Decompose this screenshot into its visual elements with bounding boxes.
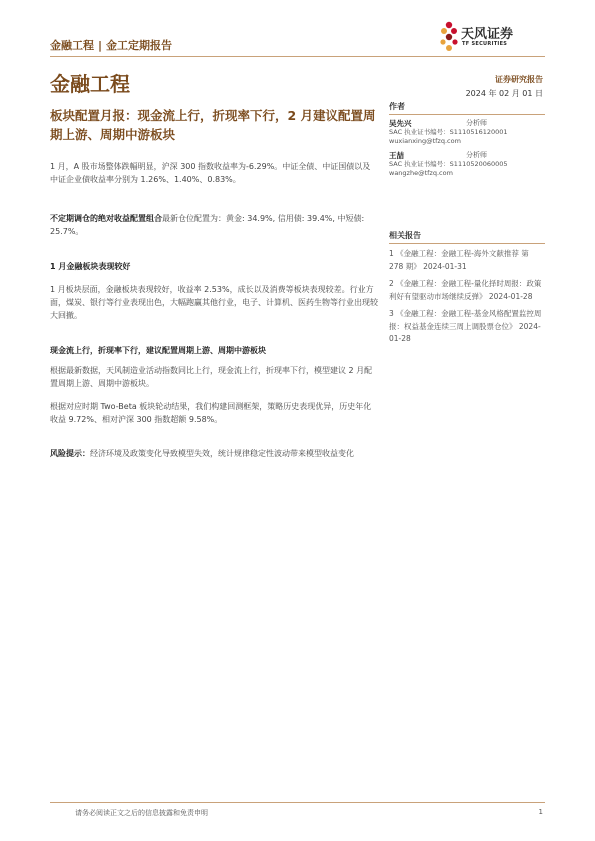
section-allocation-paragraph-1: 根据最新数据，天风制造业活动指数同比上行，现金流上行，折现率下行，模型建议 2 月配置周期上游、周期中游板块。 — [50, 366, 373, 388]
author-cert: SAC 执业证书编号：S1110516120001 — [389, 128, 508, 136]
logo-mark — [440, 22, 457, 51]
risk-text: 经济环境及政策变化导致模型失效，统计规律稳定性波动带来模型收益变化 — [90, 449, 354, 458]
author-name: 王喆 — [389, 151, 404, 160]
related-report-link[interactable]: 2 《金融工程：金融工程-量化择时周报：政策利好有望驱动市场继续反弹》 2024-01-28 — [389, 279, 542, 301]
authors-heading: 作者 — [389, 102, 405, 111]
section-heading-allocation: 现金流上行，折现率下行，建议配置周期上游、周期中游板块 — [50, 346, 266, 355]
section-heading-sector: 1 月金融板块表现较好 — [50, 262, 131, 271]
author-cert: SAC 执业证书编号：S1110520060005 — [389, 160, 508, 168]
allocation-paragraph — [50, 212, 378, 238]
sidebar — [389, 100, 545, 351]
related-reports-divider — [389, 243, 545, 244]
author-name: 吴先兴 — [389, 119, 412, 128]
intro-paragraph: 1 月，A 股市场整体跌幅明显，沪深 300 指数收益率为-6.29%。中证全债、中证国债以及中证企业债收益率分别为 1.26%、1.40%、0.83%。 — [50, 162, 371, 184]
report-date: 2024 年 02 月 01 日 — [465, 89, 543, 98]
author-email[interactable]: wangzhe@tfzq.com — [389, 169, 453, 177]
related-report-item[interactable] — [389, 308, 545, 346]
related-report-item[interactable] — [389, 248, 545, 273]
footer-divider — [50, 802, 545, 803]
author-card — [389, 119, 545, 151]
risk-paragraph — [50, 447, 378, 460]
related-report-link[interactable]: 3 《金融工程：金融工程-基金风格配置监控周报：权益基金连续三周上调股票仓位》 2024-01-28 — [389, 309, 542, 343]
page-title: 金融工程 — [50, 72, 130, 96]
header-divider — [50, 56, 545, 57]
report-headline: 板块配置月报：现金流上行，折现率下行，2 月建议配置周期上游、周期中游板块 — [50, 108, 376, 142]
author-role: 分析师 — [466, 119, 487, 127]
author-card — [389, 151, 545, 183]
related-report-link[interactable]: 1 《金融工程：金融工程-海外文献推荐 第 278 期》 2024-01-31 — [389, 249, 529, 271]
footer-disclaimer: 请务必阅读正文之后的信息披露和免责申明 — [75, 809, 208, 817]
section-allocation-paragraph-2: 根据对应时期 Two-Beta 板块轮动结果，我们构建回测框架，策略历史表现优异，历史年化收益 9.72%、相对沪深 300 指数超额 9.58%。 — [50, 402, 372, 424]
section-sector-paragraph: 1 月板块层面，金融板块表现较好，收益率 2.53%，成长以及消费等板块表现较差。行业方面，煤炭、银行等行业表现出色，大幅跑赢其他行业，电子、计算机、医药生物等行业出现较大回撤。 — [50, 285, 378, 320]
page-number: 1 — [538, 808, 543, 816]
related-report-item[interactable] — [389, 278, 545, 303]
header-report-series: 金工定期报告 — [106, 39, 173, 52]
related-reports-heading: 相关报告 — [389, 231, 421, 240]
logo-english-name: TF SECURITIES — [462, 41, 508, 47]
report-type: 证券研究报告 — [495, 75, 543, 84]
logo-name: 天风证券 — [461, 27, 514, 42]
report-summary — [50, 160, 378, 460]
allocation-heading: 不定期调仓的绝对收益配置组合 — [50, 214, 162, 223]
risk-heading: 风险提示： — [50, 449, 90, 458]
header-category: 金融工程 — [50, 39, 94, 52]
header-breadcrumb — [50, 37, 172, 53]
header-separator: | — [98, 39, 103, 52]
author-role: 分析师 — [466, 151, 487, 159]
allocation-text: 最新仓位配置为：黄金: 34.9%, 信用债: 39.4%, 中短债: 25.7%。 — [50, 214, 365, 236]
author-email[interactable]: wuxianxing@tfzq.com — [389, 137, 461, 145]
authors-divider — [389, 114, 545, 115]
